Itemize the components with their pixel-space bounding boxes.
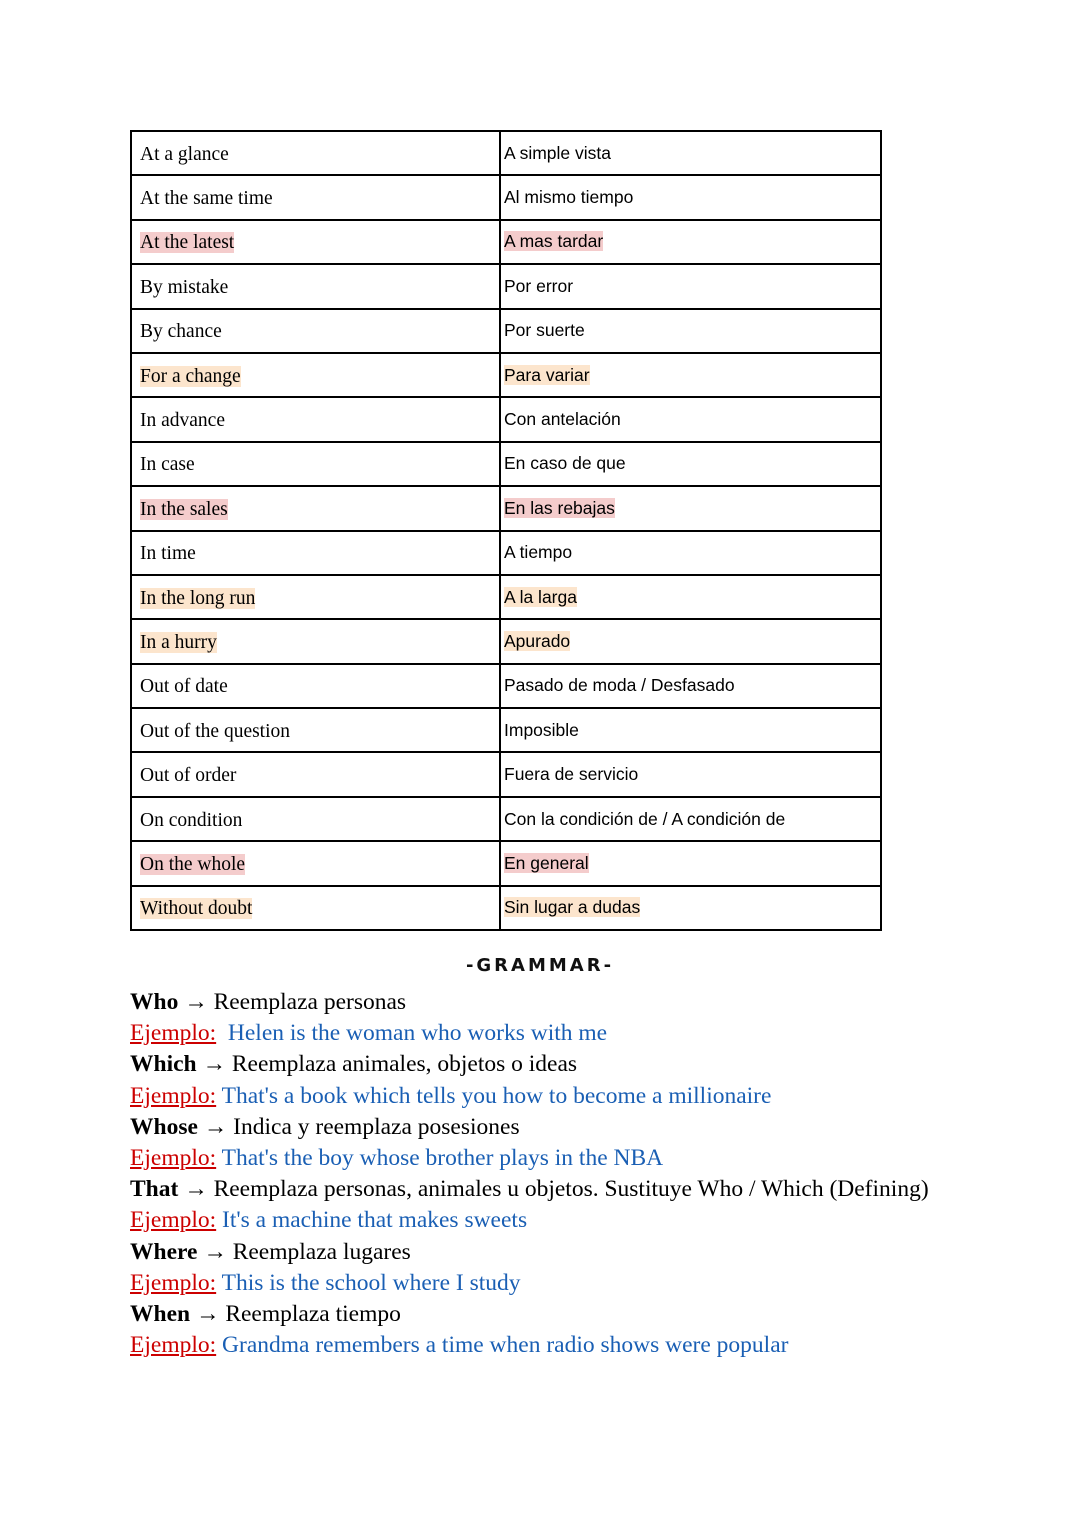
spanish-phrase: En general <box>504 852 589 873</box>
spanish-phrase-cell <box>500 442 881 486</box>
english-phrase-cell <box>131 175 500 219</box>
english-phrase: Without doubt <box>140 898 253 920</box>
example-line <box>130 1018 1030 1049</box>
english-phrase: By chance <box>140 321 222 343</box>
rule-description: Reemplaza personas <box>213 989 407 1015</box>
relative-pronoun: Who <box>130 989 179 1015</box>
table-row <box>131 486 881 530</box>
spanish-phrase: Por suerte <box>504 320 585 341</box>
grammar-title: -GRAMMAR- <box>465 955 615 976</box>
spanish-phrase: Con antelación <box>504 409 621 430</box>
spanish-phrase: Sin lugar a dudas <box>504 897 641 918</box>
relative-pronoun: Where <box>130 1238 198 1265</box>
english-phrase: In the long run <box>140 587 256 609</box>
table-row <box>131 797 881 841</box>
english-phrase: At the same time <box>140 188 273 210</box>
spanish-phrase: A mas tardar <box>504 231 604 252</box>
grammar-rule <box>130 1049 1030 1080</box>
spanish-phrase-cell <box>500 752 881 796</box>
english-phrase: By mistake <box>140 276 229 298</box>
table-row <box>131 175 881 219</box>
english-phrase-cell <box>131 752 500 796</box>
example-label: Ejemplo: <box>130 1144 217 1171</box>
table-row <box>131 264 881 308</box>
english-phrase-cell <box>131 220 500 264</box>
grammar-section <box>130 987 1030 1361</box>
spanish-phrase: Pasado de moda / Desfasado <box>504 675 735 696</box>
english-phrase-cell <box>131 353 500 397</box>
table-row <box>131 708 881 752</box>
english-phrase-cell <box>131 619 500 663</box>
english-phrase: At the latest <box>140 232 235 254</box>
table-row <box>131 619 881 663</box>
english-phrase: Out of the question <box>140 720 291 742</box>
example-label: Ejemplo: <box>130 1269 217 1296</box>
example-label: Ejemplo: <box>130 1082 217 1109</box>
english-phrase-cell <box>131 575 500 619</box>
rule-description: Reemplaza animales, objetos o ideas <box>231 1051 578 1078</box>
table-row <box>131 353 881 397</box>
table-row <box>131 575 881 619</box>
spanish-phrase: En caso de que <box>504 453 626 474</box>
spanish-phrase-cell <box>500 131 881 175</box>
grammar-rule <box>130 1237 1030 1268</box>
example-sentence: That's a book which tells you how to become a millionaire <box>221 1082 772 1109</box>
relative-pronoun: Which <box>130 1051 197 1078</box>
table-row <box>131 131 881 175</box>
table-row <box>131 752 881 796</box>
english-phrase: In the sales <box>140 498 228 520</box>
example-line <box>130 1268 1030 1299</box>
table-row <box>131 220 881 264</box>
grammar-rule <box>130 1299 1030 1330</box>
table-row <box>131 664 881 708</box>
example-line <box>130 1081 1030 1112</box>
spanish-phrase-cell <box>500 531 881 575</box>
example-label: Ejemplo: <box>130 1020 217 1047</box>
rule-description: Reemplaza tiempo <box>225 1300 401 1327</box>
spanish-phrase-cell <box>500 619 881 663</box>
spanish-phrase-cell <box>500 353 881 397</box>
example-line <box>130 1330 1030 1361</box>
english-phrase: Out of date <box>140 676 228 698</box>
rule-description: Reemplaza lugares <box>232 1238 411 1265</box>
spanish-phrase-cell <box>500 309 881 353</box>
table-row <box>131 309 881 353</box>
example-sentence: Helen is the woman who works with me <box>222 1020 608 1047</box>
example-sentence: It's a machine that makes sweets <box>222 1207 528 1234</box>
table-row <box>131 841 881 885</box>
english-phrase-cell <box>131 442 500 486</box>
arrow-icon: → <box>202 1051 226 1078</box>
english-phrase: In case <box>140 454 195 476</box>
example-sentence: Grandma remembers a time when radio shows were popular <box>222 1332 789 1359</box>
english-phrase: In time <box>140 543 196 565</box>
arrow-icon: → <box>203 1113 228 1140</box>
spanish-phrase-cell <box>500 397 881 441</box>
spanish-phrase: Apurado <box>504 630 571 651</box>
phrases-table <box>130 130 882 931</box>
english-phrase: On condition <box>140 809 243 831</box>
spanish-phrase-cell <box>500 797 881 841</box>
arrow-icon: → <box>195 1300 220 1327</box>
english-phrase-cell <box>131 397 500 441</box>
spanish-phrase: Por error <box>504 275 574 296</box>
arrow-icon: → <box>184 1176 208 1203</box>
english-phrase: For a change <box>140 365 241 387</box>
english-phrase: At a glance <box>140 143 229 165</box>
spanish-phrase: En las rebajas <box>504 497 615 518</box>
english-phrase: In advance <box>140 410 225 432</box>
english-phrase-cell <box>131 486 500 530</box>
spanish-phrase-cell <box>500 175 881 219</box>
arrow-icon: → <box>203 1238 227 1265</box>
english-phrase-cell <box>131 309 500 353</box>
english-phrase: Out of order <box>140 765 237 787</box>
spanish-phrase-cell <box>500 708 881 752</box>
example-label: Ejemplo: <box>130 1332 217 1359</box>
english-phrase: In a hurry <box>140 631 217 653</box>
english-phrase-cell <box>131 264 500 308</box>
spanish-phrase-cell <box>500 220 881 264</box>
spanish-phrase: A tiempo <box>504 542 573 563</box>
spanish-phrase: A simple vista <box>504 142 611 163</box>
spanish-phrase: Al mismo tiempo <box>504 187 634 208</box>
spanish-phrase: Para variar <box>504 364 590 385</box>
relative-pronoun: When <box>130 1300 191 1327</box>
spanish-phrase: Fuera de servicio <box>504 764 639 785</box>
english-phrase-cell <box>131 531 500 575</box>
english-phrase-cell <box>131 886 500 930</box>
spanish-phrase-cell <box>500 264 881 308</box>
grammar-rule <box>130 987 1030 1018</box>
english-phrase: On the whole <box>140 853 246 875</box>
grammar-rule <box>130 1174 1030 1205</box>
relative-pronoun: Whose <box>130 1113 198 1140</box>
english-phrase-cell <box>131 708 500 752</box>
english-phrase-cell <box>131 841 500 885</box>
grammar-rule <box>130 1112 1030 1143</box>
table-row <box>131 531 881 575</box>
spanish-phrase-cell <box>500 575 881 619</box>
example-line <box>130 1143 1030 1174</box>
table-row <box>131 886 881 930</box>
arrow-icon: → <box>184 989 208 1015</box>
spanish-phrase: Imposible <box>504 719 579 740</box>
table-row <box>131 442 881 486</box>
example-sentence: That's the boy whose brother plays in the NBA <box>221 1144 664 1171</box>
relative-pronoun: That <box>130 1176 179 1203</box>
spanish-phrase-cell <box>500 486 881 530</box>
spanish-phrase: Con la condición de / A condición de <box>504 808 786 829</box>
table-row <box>131 397 881 441</box>
rule-description: Indica y reemplaza posesiones <box>233 1113 520 1140</box>
example-line <box>130 1205 1030 1236</box>
spanish-phrase-cell <box>500 664 881 708</box>
english-phrase-cell <box>131 131 500 175</box>
example-label: Ejemplo: <box>130 1207 217 1234</box>
english-phrase-cell <box>131 797 500 841</box>
spanish-phrase-cell <box>500 841 881 885</box>
example-sentence: This is the school where I study <box>221 1269 521 1296</box>
english-phrase-cell <box>131 664 500 708</box>
spanish-phrase-cell <box>500 886 881 930</box>
spanish-phrase: A la larga <box>504 586 577 607</box>
rule-description: Reemplaza personas, animales u objetos. Sustituye Who / Which (Defining) <box>213 1176 929 1203</box>
